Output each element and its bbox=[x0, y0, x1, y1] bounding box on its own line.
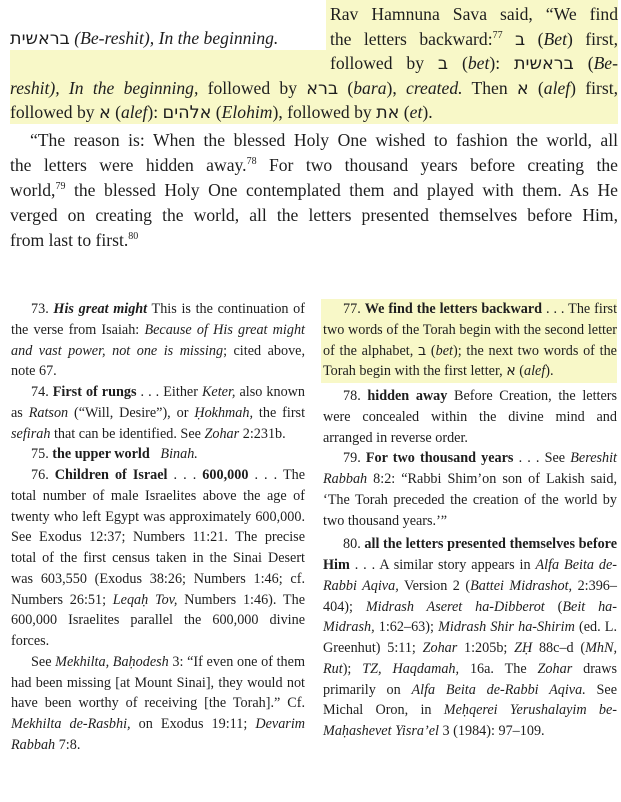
footnotes-right bbox=[323, 299, 617, 742]
footnote-76-continued: See Mekhilta, Baḥodesh 3: “If even one of them had been missing [at Mount Sinai], they would not have been worthy of receiving [the Torah].” Cf. Mekhilta de-Rasbhi, on Exodus 19:11; Devarim Rabbah 7:8. bbox=[11, 653, 306, 753]
footnote-73: 73. His great might This is the continuation of the verse from Isaiah: Because of His great might and vast power, not one is missing; cited above, note 67. bbox=[11, 301, 306, 380]
main-line-r3: followed by ב (bet): בראשית (Be- bbox=[330, 53, 618, 74]
footnote-80: 80. all the letters presented themselves before Him . . . A similar story appears in Alfa Beita de-Rabbi Aqiva, Version 2 (Battei Midrashot, 2:396–404); Midrash Aseret ha-Dibberot (Beit ha-Midrash, 1:62–63); Midrash Shir ha-Shirim (ed. L. Greenhut) 5:11; Zohar 1:205b; ZḤ 88c–d (MhN, Rut); TZ, Haqdamah, 16a. The Zohar draws primarily on Alfa Beita de-Rabbi Aqiva. See Michal Oron, in Meḥqerei Yerushalayim be-Maḥashevet Yisra’el 3 (1984): 97–109. bbox=[323, 536, 618, 739]
main-line-1: בראשית (Be-reshit), In the beginning. bbox=[10, 28, 279, 49]
main-para2-line-2: the letters were hidden away.$^{78}$ For two thousand years before creating the bbox=[10, 155, 618, 175]
main-line-r2: the letters backward:$^{77}$ ב (Bet) first, bbox=[330, 29, 618, 50]
footnote-78: 78. hidden away Before Creation, the letters were concealed within the divine mind and arranged in reverse order. bbox=[323, 388, 617, 446]
main-para2-line-3: world,$^{79}$ the blessed Holy One contemplated them and played with them. As He bbox=[10, 180, 618, 200]
footnote-74: 74. First of rungs . . . Either Keter, also known as Ratson (“Will, Desire”), or Ḥokhmah, the first sefirah that can be identified. See Zohar 2:231b. bbox=[11, 384, 306, 442]
footnote-75: 75. the upper world Binah. bbox=[31, 446, 198, 463]
footnotes-left bbox=[11, 299, 305, 756]
main-line-r1: Rav Hamnuna Sava said, “We find bbox=[330, 4, 618, 24]
main-para2-line-5: from last to first.$^{80}$ bbox=[10, 230, 139, 250]
main-line-4: reshit), In the beginning, followed by ברא (bara), created. Then א (alef) first, bbox=[10, 78, 619, 99]
main-line-5: followed by א (alef): אלהים (Elohim), followed by את (et). bbox=[10, 102, 433, 123]
footnote-79: 79. For two thousand years . . . See Bereshit Rabbah 8:2: “Rabbi Shim’on son of Lakish said, ‘The Torah preceded the creation of the world by two thousand years.’” bbox=[323, 450, 617, 529]
footnote-76: 76. Children of Israel . . . 600,000 . . . The total number of male Israelites above the age of twenty who left Egypt was approximately 600,000. See Exodus 12:37; Numbers 11:21. The precise total of the first census taken in the Sinai Desert was 603,550 (Exodus 38:26; Numbers 1:46; cf. Numbers 26:51; Leqaḥ Tov, Numbers 1:46). The 600,000 Israelites parallel the 600,000 divine forces. bbox=[11, 467, 306, 649]
main-para2-line-1: “The reason is: When the blessed Holy One wished to fashion the world, all bbox=[30, 130, 618, 150]
main-para2-line-4: verged on creating the world, all the letters presented themselves before Him, bbox=[10, 205, 618, 225]
footnote-77: 77. We find the letters backward . . . The first two words of the Torah begin with the second letter of the alphabet, ב (bet); the next two words of the Torah begin with the first letter, א (alef). bbox=[321, 299, 617, 383]
